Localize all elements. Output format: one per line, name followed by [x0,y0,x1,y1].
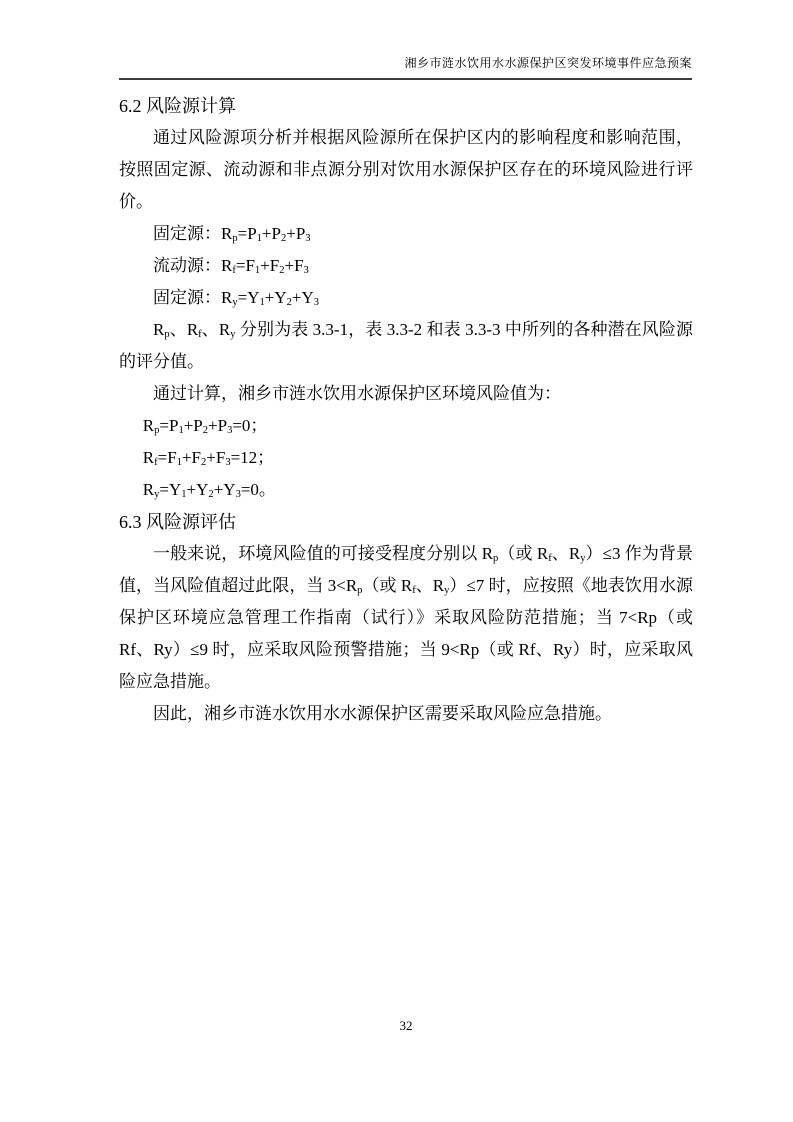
subscript: 1 [256,232,262,244]
subscript: f [154,456,158,468]
page-number: 32 [399,1018,413,1033]
page-header [119,54,692,80]
para-conclusion: 因此，湘乡市涟水饮用水水源保护区需要采取风险应急措施。 [153,704,612,723]
subscript: y [154,488,160,500]
subscript: 1 [178,424,184,436]
subscript: 3 [227,424,233,436]
subscript: 1 [176,456,182,468]
result-rf: $R_f=F_1+F_2+F_3=12$； [142,448,275,468]
subscript: f [548,552,552,564]
para-calculation-intro: 通过计算，湘乡市涟水饮用水源保护区环境风险值为： [153,384,561,403]
subscript: 2 [280,232,287,244]
subscript: p [232,232,238,244]
subscript: p [493,552,499,564]
subscript: 1 [259,296,265,308]
subscript: p [164,328,170,340]
para-risk-assessment: 一般来说，环境风险值的可接受程度分别以 $R_p$（或 $R_f$、$R_y)\le 3$ 作为背景值，当风险值超过此限，当 $3<R_p$（或 $R_f$、$R_y)\le 7$ 时，应按照《地表饮用水源保护区环境应急管理工作指南（试行）》采取风险防范措施；当 7<Rp（或 Rf、Ry）≤9 时，应采取风险预警措施；当 9<Rp（或 Rf、Ry）时，应采取风险应急措施。 [119,544,693,691]
para-risk-analysis: 通过风险源项分析并根据风险源所在保护区内的影响程度和影响范围，按照固定源、流动源和非点源分别对饮用水源保护区存在的环境风险进行评价。 [119,128,693,211]
subscript: 1 [254,264,261,276]
subscript: 3 [235,488,241,500]
subscript: p [154,424,160,436]
document-body [119,90,693,730]
subscript: 2 [208,488,214,500]
section-6-3-heading: 6.3 风险源评估 [119,512,236,532]
subscript: f [232,264,236,276]
subscript: 3 [225,456,231,468]
section-6-2-heading: 6.2 风险源计算 [119,96,236,116]
formula-mobile-source: 流动源：$R_f=F_1+F_2+F_3$ [153,256,309,276]
formula-nonpoint-source: 固定源：$R_y=Y_1+Y_2+Y_3$ [153,288,320,308]
para-score-tables: $R_p$、$R_f$、$R_y$ 分别为表 3.3-1，表 3.3-2 和表 3.3-3 中所列的各种潜在风险源的评分值。 [119,320,693,371]
subscript: 2 [202,424,209,436]
header-title: 湘乡市涟水饮用水水源保护区突发环境事件应急预案 [404,56,692,70]
subscript: y [444,584,450,596]
subscript: 1 [181,488,187,500]
subscript: p [357,584,363,596]
subscript: y [230,328,236,340]
subscript: 2 [286,296,292,308]
subscript: 2 [201,456,207,468]
subscript: y [232,296,238,308]
subscript: f [412,584,416,596]
subscript: 3 [313,296,320,308]
result-ry: $R_y=Y_1+Y_2+Y_3=0$。 [142,480,276,500]
page-footer [119,1018,693,1034]
subscript: 2 [279,264,285,276]
subscript: y [580,552,586,564]
subscript: 3 [305,232,311,244]
formula-fixed-source: 固定源：$R_p=P_1+P_2+P_3$ [153,224,311,244]
result-rp: $R_p=P_1+P_2+P_3=0$； [142,416,268,436]
subscript: f [198,328,202,340]
subscript: 3 [303,264,309,276]
